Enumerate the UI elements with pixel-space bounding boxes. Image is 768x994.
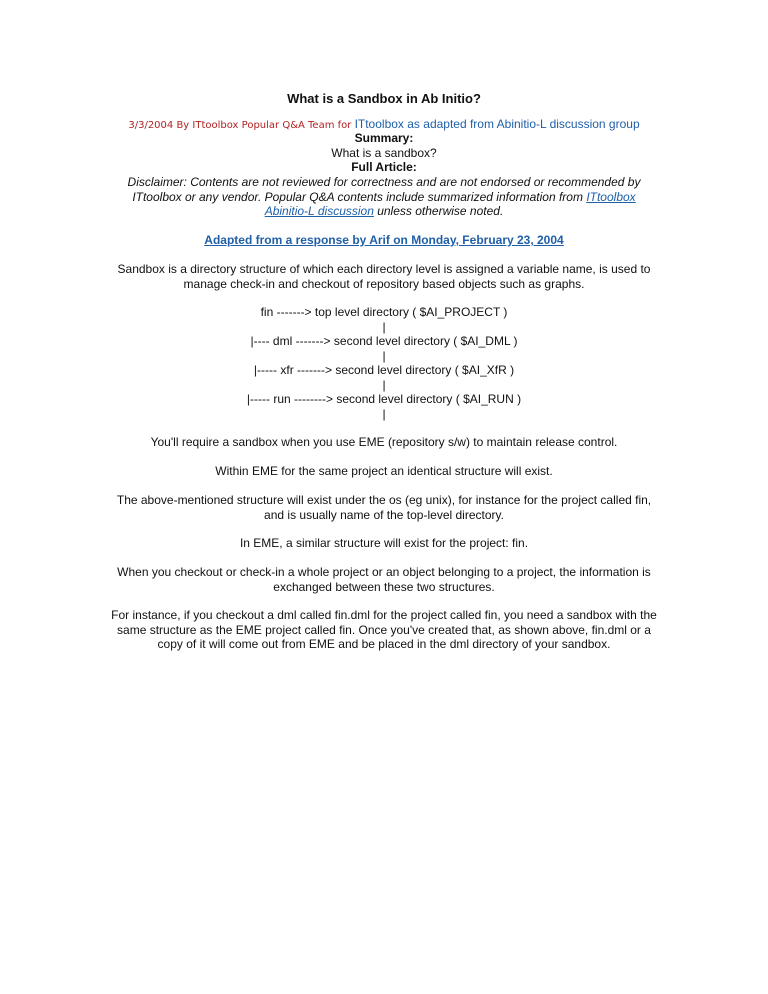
paragraph-os-structure: The above-mentioned structure will exist under the os (eg unix), for instance for the project called fin, and is usually name of the top-level directory. xyxy=(116,493,652,522)
discussion-group-link[interactable]: ITtoolbox Abinitio-L discussion xyxy=(264,189,636,218)
disclaimer-suffix: unless otherwise noted. xyxy=(373,204,504,218)
tree-line: fin -------> top level directory ( $AI_PROJECT ) xyxy=(260,305,508,319)
paragraph-eme-similar: In EME, a similar structure will exist for the project: fin. xyxy=(239,536,529,550)
tree-line: | xyxy=(382,406,386,421)
tree-line: |----- xfr -------> second level directory ( $AI_XfR ) xyxy=(253,363,515,377)
disclaimer-text: Disclaimer: Contents are not reviewed for correctness and are not endorsed or recommended by ITtoolbox or any vendor. Popular Q&A contents include summarized information from xyxy=(127,175,641,204)
byline-source-group: ITtoolbox as adapted from Abinitio-L discussion group xyxy=(354,117,640,131)
intro-paragraph: Sandbox is a directory structure of which each directory level is assigned a variable name, is used to manage check-in and checkout of repository based objects such as graphs. xyxy=(117,262,651,291)
paragraph-example: For instance, if you checkout a dml called fin.dml for the project called fin, you need a sandbox with the same structure as the EME project called fin. Once you've created that, as shown above, fin.dml or a copy of it will come out from EME and be placed in the dml directory of your sandbox. xyxy=(111,608,657,651)
full-article-label: Full Article: xyxy=(351,160,417,174)
tree-line: | xyxy=(382,377,386,392)
byline-date-author: 3/3/2004 By ITtoolbox Popular Q&A Team for xyxy=(128,120,355,131)
tree-line: | xyxy=(382,348,386,363)
response-source-link[interactable]: Adapted from a response by Arif on Monday, February 23, 2004 xyxy=(204,233,564,247)
paragraph-checkout-exchange: When you checkout or check-in a whole project or an object belonging to a project, the information is exchanged between these two structures. xyxy=(117,565,651,594)
summary-text: What is a sandbox? xyxy=(331,145,437,160)
summary-section xyxy=(110,131,658,175)
paragraph-eme-release: You'll require a sandbox when you use EME (repository s/w) to maintain release control. xyxy=(150,435,618,449)
disclaimer xyxy=(112,175,656,219)
response-heading xyxy=(110,233,658,248)
page-title: What is a Sandbox in Ab Initio? xyxy=(287,91,481,106)
tree-line: |---- dml -------> second level directory ( $AI_DML ) xyxy=(250,334,518,348)
paragraph-identical-structure: Within EME for the same project an identical structure will exist. xyxy=(215,464,553,478)
directory-tree xyxy=(110,305,658,421)
tree-line: | xyxy=(382,319,386,334)
tree-line: |----- run --------> second level directory ( $AI_RUN ) xyxy=(246,392,522,406)
summary-label: Summary: xyxy=(354,131,414,145)
